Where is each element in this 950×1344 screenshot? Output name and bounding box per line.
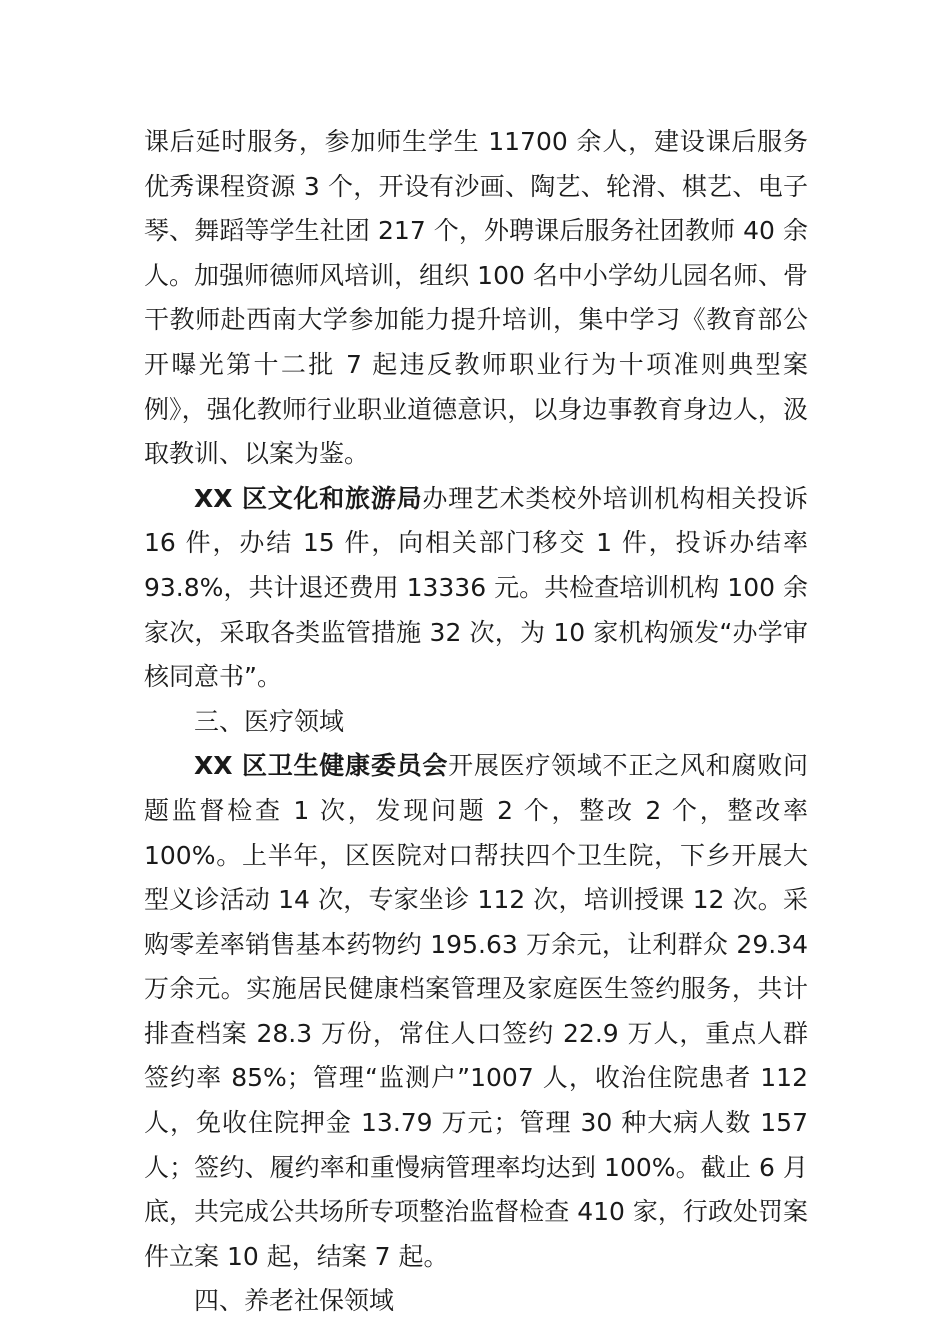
paragraph-text: 开展医疗领域不正之风和腐败问题监督检查 1 次，发现问题 2 个，整改 2 个，整改率 100%。上半年，区医院对口帮扶四个卫生院，下乡开展大型义诊活动 14 次，专家坐诊 112 次，培训授课 12 次。采购零差率销售基本药物约 195.63 万余元，让利群众 29.34 万余元。实施居民健康档案管理及家庭医生签约服务，共计排查档案 28.3 万份，常住人口签约 22.9 万人，重点人群签约率 85%；管理“监测户”1007 人，收治住院患者 112 人，免收住院押金 13.79 万元；管理 30 种大病人数 157 人；签约、履约率和重慢病管理率均达到 100%。截止 6 月底，共完成公共场所专项整治监督检查 410 家，行政处罚案件立案 10 起，结案 7 起。: [144, 751, 808, 1271]
section-heading-elderly-care: [144, 1279, 808, 1324]
paragraph-text: 办理艺术类校外培训机构相关投诉 16 件，办结 15 件，向相关部门移交 1 件，投诉办结率 93.8%，共计退还费用 13336 元。共检查培训机构 100 余家次，采取各类监管措施 32 次，为 10 家机构颁发“办学审核同意书”。: [144, 483, 808, 692]
paragraph-lead-organization: XX 区文化和旅游局: [194, 483, 423, 513]
paragraph-culture-tourism-bureau: [144, 477, 808, 700]
section-heading-text: 三、医疗领域: [194, 706, 345, 736]
paragraph-after-school-service: [144, 120, 808, 477]
section-heading-medical: [144, 700, 808, 745]
paragraph-lead-organization: XX 区卫生健康委员会: [194, 751, 449, 781]
section-heading-text: 四、养老社保领域: [194, 1286, 395, 1316]
document-body: [144, 120, 808, 1324]
paragraph-health-commission: [144, 744, 808, 1279]
paragraph-text: 课后延时服务，参加师生学生 11700 余人，建设课后服务优秀课程资源 3 个，开设有沙画、陶艺、轮滑、棋艺、电子琴、舞蹈等学生社团 217 个，外聘课后服务社团教师 40 余人。加强师德师风培训，组织 100 名中小学幼儿园名师、骨干教师赴西南大学参加能力提升培训，集中学习《教育部公开曝光第十二批 7 起违反教师职业行为十项准则典型案例》，强化教师行业职业道德意识，以身边事教育身边人，汲取教训、以案为鉴。: [144, 127, 808, 469]
